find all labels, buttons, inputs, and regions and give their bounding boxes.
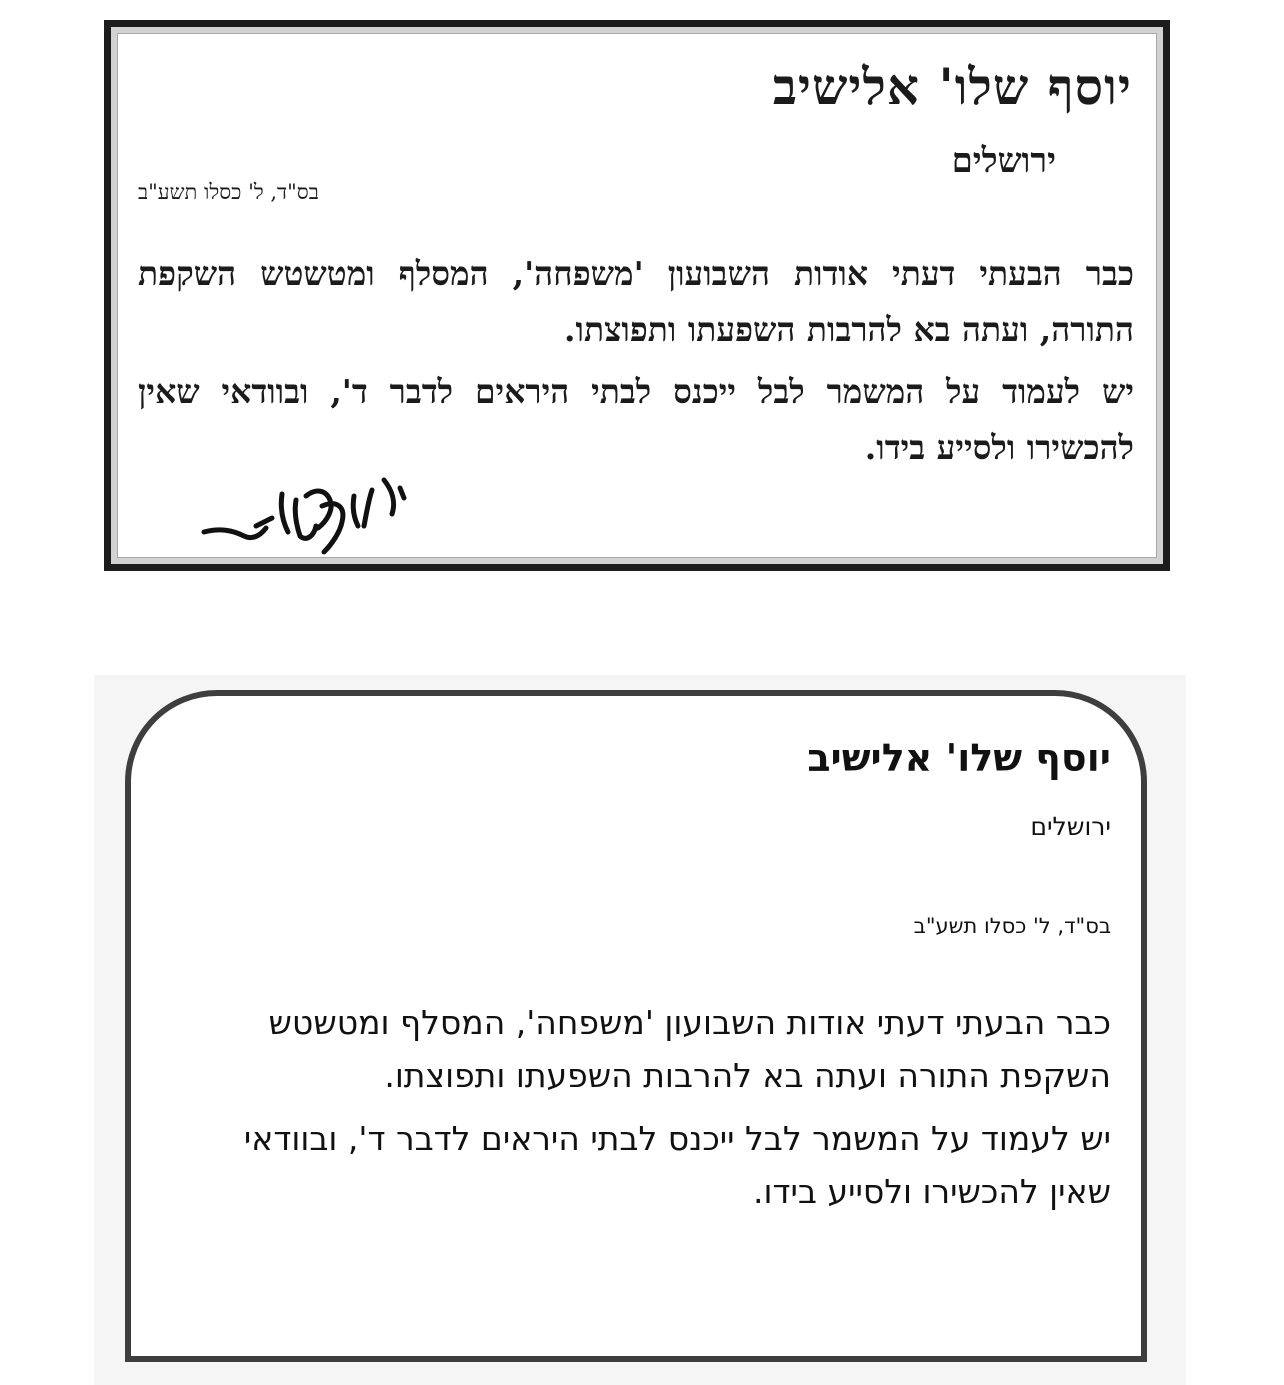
typed-letter — [125, 690, 1147, 1362]
letter-paragraph: כבר הבעתי דעתי אודות השבועון 'משפחה', המסלף ומטשטש השקפת התורה, ועתה בא להרבות השפעתו ותפוצתו. — [138, 254, 1134, 349]
scanned-letter-paper — [117, 33, 1157, 558]
letter-body — [138, 246, 1134, 482]
scanned-letter — [104, 20, 1170, 571]
typed-letterhead-city: ירושלים — [1030, 812, 1111, 841]
typed-letter-body — [191, 996, 1111, 1228]
typed-paragraph: כבר הבעתי דעתי אודות השבועון 'משפחה', המסלף ומטשטש השקפת התורה ועתה בא להרבות השפעתו ותפוצתו. — [268, 1003, 1111, 1095]
typed-paragraph: יש לעמוד על המשמר לבל ייכנס לבתי היראים לדבר ד', ובוודאי שאין להכשירו ולסייע בידו. — [243, 1119, 1111, 1211]
letter-paragraph: יש לעמוד על המשמר לבל ייכנס לבתי היראים לדבר ד', ובוודאי שאין להכשירו ולסייע בידו. — [138, 372, 1134, 467]
handwritten-signature — [196, 466, 416, 556]
letter-date: בס"ד, ל' כסלו תשע"ב — [138, 180, 319, 204]
letterhead-name: יוסף שלו' אלישיב — [772, 57, 1132, 116]
typed-letter-date: בס"ד, ל' כסלו תשע"ב — [913, 914, 1111, 938]
typed-letterhead-name: יוסף שלו' אלישיב — [807, 736, 1111, 780]
letterhead-city: ירושלים — [951, 141, 1056, 181]
